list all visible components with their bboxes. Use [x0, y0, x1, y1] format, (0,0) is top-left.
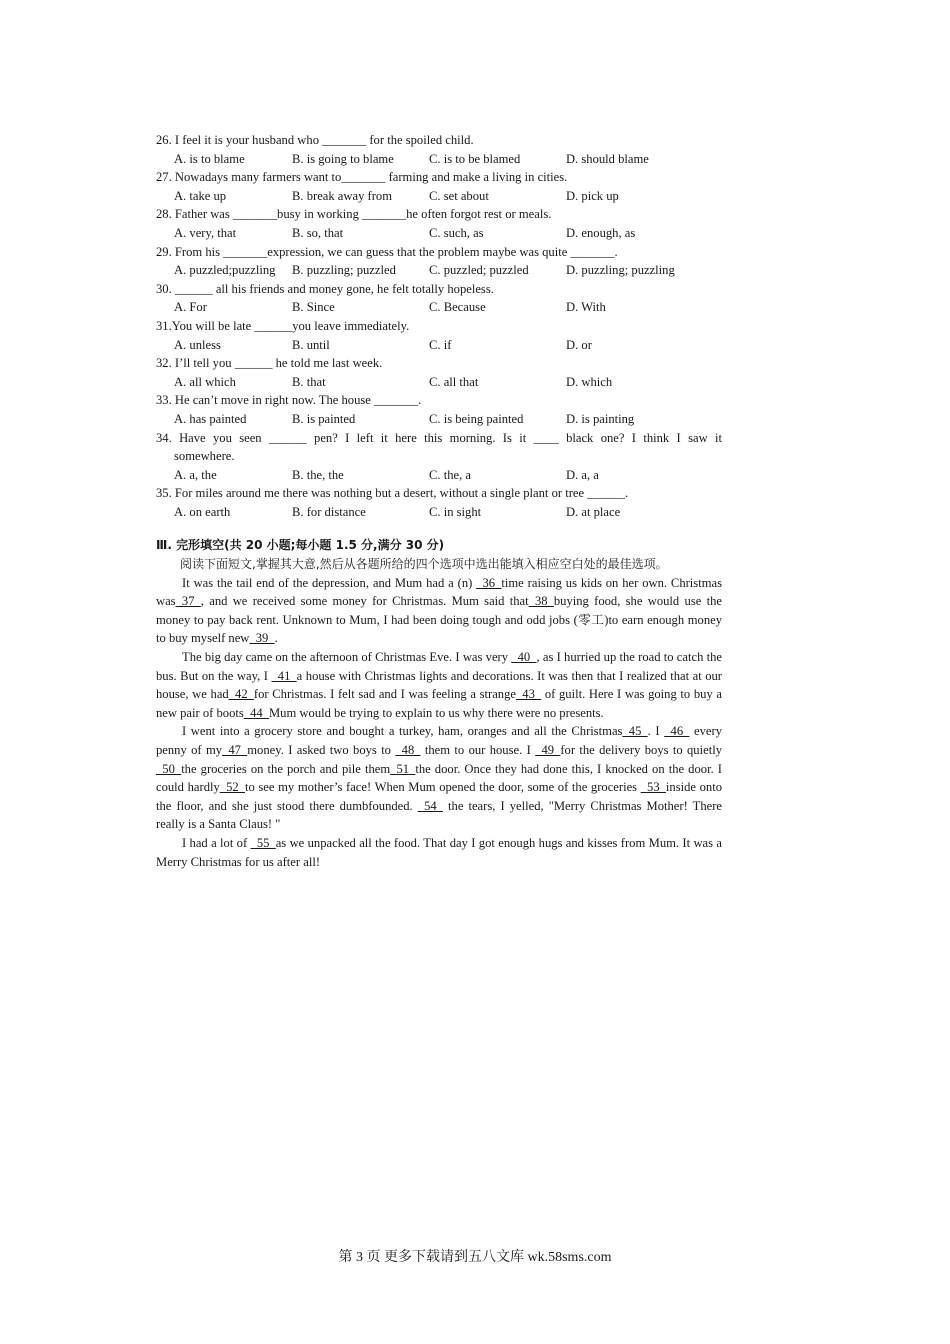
blank-number: 50	[156, 761, 182, 776]
question-stem: 28. Father was _______busy in working _______he often forgot rest or meals.	[156, 207, 552, 222]
question-stem: 33. He can’t move in right now. The house _______.	[156, 393, 422, 408]
answer-option: D. which	[566, 374, 613, 389]
passage-text: buying food, she would use the money to pay back rent. Unknown to Mum, I had been doing tough and odd jobs (零工)to earn enough money to buy myself new	[156, 594, 722, 646]
answer-option: A. take up	[174, 188, 227, 203]
passage-text: I had a lot of	[182, 835, 251, 850]
answer-option: D. With	[566, 300, 606, 315]
answer-option: D. puzzling; puzzling	[566, 263, 675, 278]
blank-number: 49	[535, 742, 561, 757]
answer-option: C. the, a	[429, 467, 471, 482]
passage-paragraph	[156, 574, 722, 648]
question-stem: 30. ______ all his friends and money gone, he felt totally hopeless.	[156, 281, 494, 296]
question-stem: 31.You will be late ______you leave immediately.	[156, 318, 410, 333]
answer-option: C. in sight	[429, 504, 482, 519]
answer-option: D. a, a	[566, 467, 599, 482]
passage-text: the tears, I yelled, "Merry Christmas Mother! There really is a Santa Claus! "	[156, 798, 722, 832]
answer-option: A. puzzled;puzzling	[174, 263, 276, 278]
passage-text: the groceries on the porch and pile them	[181, 761, 391, 776]
blank-number: 42	[228, 687, 254, 702]
answer-options	[156, 224, 722, 243]
answer-option: A. on earth	[174, 504, 231, 519]
passage-text: money. I asked two boys to	[247, 742, 396, 757]
blank-number: 47	[222, 742, 248, 757]
passage-text: for Christmas. I felt sad and I was feeling a strange	[253, 687, 516, 702]
blank-number: 44	[243, 705, 269, 720]
passage-text: , and we received some money for Christmas. Mum said that	[200, 594, 529, 609]
blank-number: 37	[175, 594, 201, 609]
answer-options	[156, 466, 722, 485]
blank-number: 51	[390, 761, 416, 776]
answer-option: C. all that	[429, 374, 479, 389]
cloze-section	[156, 536, 722, 871]
passage-text: .	[274, 631, 278, 646]
answer-options	[156, 410, 722, 429]
passage-text: , as I hurried up the road to catch the bus. But on the way, I	[156, 649, 722, 683]
page-footer: 第 3 页 更多下载请到五八文库 wk.58sms.com	[338, 1250, 612, 1265]
passage-text: inside onto the floor, and she just stood there dumbfounded.	[156, 780, 723, 813]
blank-number: 40	[511, 649, 537, 664]
passage-text: the door. Once they had done this, I knocked on the door. I could hardly	[156, 761, 722, 795]
passage-text: of guilt. Here I was going to buy a new pair of boots	[156, 687, 723, 720]
answer-option: D. enough, as	[566, 225, 636, 240]
answer-option: B. puzzling; puzzled	[292, 263, 396, 278]
answer-option: D. at place	[566, 504, 621, 519]
answer-option: B. the, the	[292, 467, 344, 482]
multiple-choice-questions	[156, 131, 722, 521]
section-title: Ⅲ. 完形填空(共 20 小题;每小题 1.5 分,满分 30 分)	[156, 538, 445, 552]
question-stem: 34. Have you seen ______ pen? I left it here this morning. Is it ____ black one? I think I saw it	[156, 430, 722, 445]
answer-option: B. is painted	[292, 411, 356, 426]
question-stem: 26. I feel it is your husband who _______ for the spoiled child.	[156, 133, 474, 147]
answer-options	[156, 503, 722, 522]
answer-option: B. for distance	[292, 504, 366, 519]
blank-number: 43	[516, 687, 542, 702]
blank-number: 39	[249, 631, 275, 646]
question-stem-continued: somewhere.	[174, 449, 235, 464]
answer-option: B. that	[292, 374, 326, 389]
passage-text: a house with Christmas lights and decorations. It was then that I realized that at our house, we had	[156, 668, 723, 702]
question-stem: 35. For miles around me there was nothing but a desert, without a single plant or tree ______.	[156, 486, 629, 501]
answer-option: B. so, that	[292, 225, 344, 240]
blank-number: 45	[622, 724, 648, 739]
answer-option: A. has painted	[174, 411, 247, 426]
passage-text: time raising us kids on her own. Christmas was	[156, 575, 722, 609]
blank-number: 38	[528, 594, 554, 609]
blank-number: 55	[250, 835, 276, 850]
answer-options	[156, 187, 722, 206]
answer-options	[156, 336, 722, 355]
answer-option: C. such, as	[429, 225, 484, 240]
passage-text: as we unpacked all the food. That day I got enough hugs and kisses from Mum. It was a Merry Christmas for us after all!	[156, 835, 722, 869]
passage-text: them to our house. I	[420, 742, 536, 757]
blank-number: 36	[476, 575, 502, 590]
answer-option: C. puzzled; puzzled	[429, 263, 529, 278]
answer-option: B. is going to blame	[292, 151, 394, 166]
blank-number: 48	[395, 742, 421, 757]
answer-option: A. For	[174, 300, 207, 315]
passage-paragraph	[156, 648, 722, 722]
blank-number: 41	[271, 668, 297, 683]
answer-option: C. is to be blamed	[429, 151, 521, 166]
answer-option: D. is painting	[566, 411, 635, 426]
question-stem: 27. Nowadays many farmers want to_______ farming and make a living in cities.	[156, 170, 568, 185]
blank-number: 46	[664, 724, 690, 739]
blank-number: 54	[417, 798, 443, 813]
section-instruction: 阅读下面短文,掌握其大意,然后从各题所给的四个选项中选出能填入相应空白处的最佳选项。	[180, 557, 668, 571]
answer-option: A. all which	[174, 374, 236, 389]
answer-option: A. very, that	[174, 225, 237, 240]
question-stem: 32. I’ll tell you ______ he told me last week.	[156, 356, 383, 371]
passage-text: Mum would be trying to explain to us why there were no presents.	[268, 705, 604, 720]
answer-option: B. Since	[292, 300, 335, 315]
blank-number: 52	[219, 780, 245, 795]
answer-option: C. Because	[429, 300, 486, 315]
answer-option: C. set about	[429, 188, 489, 203]
passage-text: for the delivery boys to quietly	[560, 742, 722, 757]
passage-text: I went into a grocery store and bought a turkey, ham, oranges and all the Christmas	[182, 724, 623, 739]
passage-paragraph	[156, 834, 722, 871]
answer-option: A. is to blame	[174, 151, 245, 166]
answer-option: A. a, the	[174, 467, 217, 482]
answer-option: B. break away from	[292, 188, 393, 203]
answer-option: D. or	[566, 337, 592, 352]
blank-number: 53	[640, 780, 666, 795]
answer-option: C. is being painted	[429, 411, 524, 426]
passage-text: to see my mother’s face! When Mum opened the door, some of the groceries	[244, 780, 641, 795]
answer-option: B. until	[292, 337, 330, 352]
answer-options	[156, 261, 722, 280]
answer-option: C. if	[429, 337, 452, 352]
passage-text: every penny of my	[156, 724, 723, 757]
passage-paragraph	[156, 722, 722, 834]
passage-text: . I	[647, 724, 665, 739]
answer-option: D. pick up	[566, 188, 619, 203]
answer-option: A. unless	[174, 337, 221, 352]
answer-option: D. should blame	[566, 151, 649, 166]
answer-options	[156, 150, 722, 169]
cloze-passage	[156, 574, 722, 872]
passage-text: It was the tail end of the depression, and Mum had a (n)	[182, 575, 477, 590]
answer-options	[156, 373, 722, 392]
passage-text: The big day came on the afternoon of Christmas Eve. I was very	[182, 649, 512, 664]
answer-options	[156, 298, 722, 317]
question-stem: 29. From his _______expression, we can guess that the problem maybe was quite _______.	[156, 244, 618, 259]
